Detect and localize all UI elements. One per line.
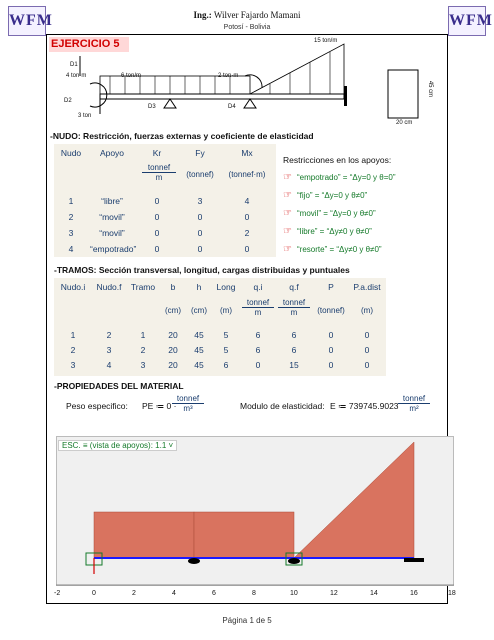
qf-unit: tonnef m: [278, 298, 310, 317]
long-unit: (m): [220, 306, 232, 315]
material-section-title: -PROPIEDADES DEL MATERIAL: [54, 381, 184, 391]
label-d3: D3: [148, 104, 156, 110]
pointing-hand-icon: ☞: [283, 172, 292, 183]
p-unit: (tonnef): [317, 306, 345, 315]
beam: [100, 94, 344, 99]
e-label: Modulo de elasticidad:: [240, 401, 325, 411]
label-d1: D1: [70, 62, 78, 68]
pe-expression: PE ≔ 0 ·: [142, 401, 177, 411]
tramo-header: Tramo: [130, 282, 156, 292]
logo-left: WFM: [8, 6, 46, 36]
qf-header: q.f: [289, 282, 299, 292]
nudo-header: Nudo: [60, 148, 82, 158]
support-node-4: [404, 558, 424, 562]
support-node-2: [188, 558, 200, 564]
qi-unit: tonnef m: [242, 298, 274, 317]
load-span-1: [94, 512, 194, 558]
mx-unit: (tonnef·m): [228, 170, 266, 179]
author-line: Ing.: Wilver Fajardo Mamani: [193, 10, 301, 20]
fy-header: Fy: [195, 148, 205, 158]
cross-section: [388, 70, 418, 118]
x-tick: 16: [410, 590, 418, 597]
label-4tonm: 4 ton·m: [66, 73, 87, 79]
qi-header: q.i: [253, 282, 263, 292]
x-tick: 6: [212, 590, 216, 597]
padist-header: P.a.dist: [353, 282, 381, 292]
label-6ton: 6 ton/m: [121, 73, 142, 79]
h-header: h: [196, 282, 202, 292]
x-tick: 8: [252, 590, 256, 597]
apoyo-header: Apoyo: [99, 148, 125, 158]
x-tick: 18: [448, 590, 456, 597]
x-tick: 10: [290, 590, 298, 597]
load-span-2: [194, 512, 294, 558]
label-15ton: 15 ton/m: [314, 38, 338, 44]
label-d2: D2: [64, 98, 72, 104]
kr-unit: tonnef m: [142, 163, 176, 182]
nudo-table: Nudo Apoyo Kr Fy Mx tonnef m (tonnef) (tonnef·m) 1 “libre” 0 3 4 2 “movil” 0 0 0 3 “movil” 0 0 2 4 “empotrado” 0 0 0: [54, 144, 276, 257]
plot-drawing: [56, 436, 454, 586]
e-unit: tonnef m²: [398, 394, 430, 413]
scale-dropdown[interactable]: ESC. ≡ (vista de apoyos): 1.1 ˅: [58, 440, 177, 451]
x-tick: 4: [172, 590, 176, 597]
b-unit: (cm): [165, 306, 181, 315]
triangular-load-arrows: [270, 52, 330, 94]
nudo-section-title: -NUDO: Restricción, fuerzas externas y coeficiente de elasticidad: [50, 131, 314, 141]
moment-right: [245, 75, 262, 88]
mx-header: Mx: [241, 148, 253, 158]
support-node-3-roller: [288, 558, 300, 564]
pe-unit: tonnef m³: [172, 394, 204, 413]
nudoi-header: Nudo.i: [60, 282, 86, 292]
p-header: P: [328, 282, 334, 292]
restriccion-movil: ☞ “movil” = “Δy=0 y θ≠0”: [283, 208, 376, 219]
label-20cm: 20 cm: [396, 120, 413, 126]
label-d4: D4: [228, 104, 236, 110]
support-d3: [164, 99, 176, 108]
long-header: Long: [216, 282, 236, 292]
x-tick: -2: [54, 590, 61, 597]
h-unit: (cm): [191, 306, 207, 315]
pointing-hand-icon: ☞: [283, 244, 292, 255]
exercise-title: EJERCICIO 5: [49, 37, 129, 52]
page-footer: Página 1 de 5: [222, 616, 272, 625]
pointing-hand-icon: ☞: [283, 226, 292, 237]
restricciones-title: Restricciones en los apoyos:: [283, 155, 392, 165]
logo-right: WFM: [448, 6, 486, 36]
tramos-table: Nudo.i Nudo.f Tramo b h Long q.i q.f P P.a.dist (cm) (cm) (m) tonnef m tonnef m (tonnef) (m) 1 2 1 20 45 5 6 6 0 0 2 3 2 20 45 5 6 6 0 0 3 4 3 20 45 6 0 15 0 0: [54, 278, 386, 376]
x-tick: 2: [132, 590, 136, 597]
kr-header: Kr: [152, 148, 162, 158]
pe-label: Peso especifico:: [66, 401, 128, 411]
restriccion-resorte: ☞ “resorte” = “Δy≠0 y θ≠0”: [283, 244, 382, 255]
x-tick: 0: [92, 590, 96, 597]
pointing-hand-icon: ☞: [283, 208, 292, 219]
x-tick: 14: [370, 590, 378, 597]
b-header: b: [170, 282, 176, 292]
tramos-section-title: -TRAMOS: Sección transversal, longitud, cargas distribuidas y puntuales: [54, 265, 350, 275]
fy-unit: (tonnef): [186, 170, 214, 179]
label-45cm: 45 cm: [427, 80, 434, 98]
label-3ton: 3 ton: [78, 113, 92, 119]
e-expression: E ≔ 739745.9023: [330, 401, 399, 411]
structure-diagram: [50, 36, 446, 128]
restriccion-libre: ☞ “libre” = “Δy≠0 y θ≠0”: [283, 226, 372, 237]
author-place: Potosí - Bolivia: [223, 24, 271, 31]
support-fixed-d: [344, 86, 347, 106]
nudof-header: Nudo.f: [96, 282, 122, 292]
restriccion-fijo: ☞ “fijo” = “Δy=0 y θ≠0”: [283, 190, 368, 201]
restriccion-empotrado: ☞ “empotrado” = “Δy=0 y θ=0”: [283, 172, 396, 183]
load-span-3: [294, 442, 414, 558]
pointing-hand-icon: ☞: [283, 190, 292, 201]
support-d4: [244, 99, 256, 108]
label-2tonm: 2 ton·m: [218, 73, 239, 79]
x-tick: 12: [330, 590, 338, 597]
padist-unit: (m): [361, 306, 373, 315]
